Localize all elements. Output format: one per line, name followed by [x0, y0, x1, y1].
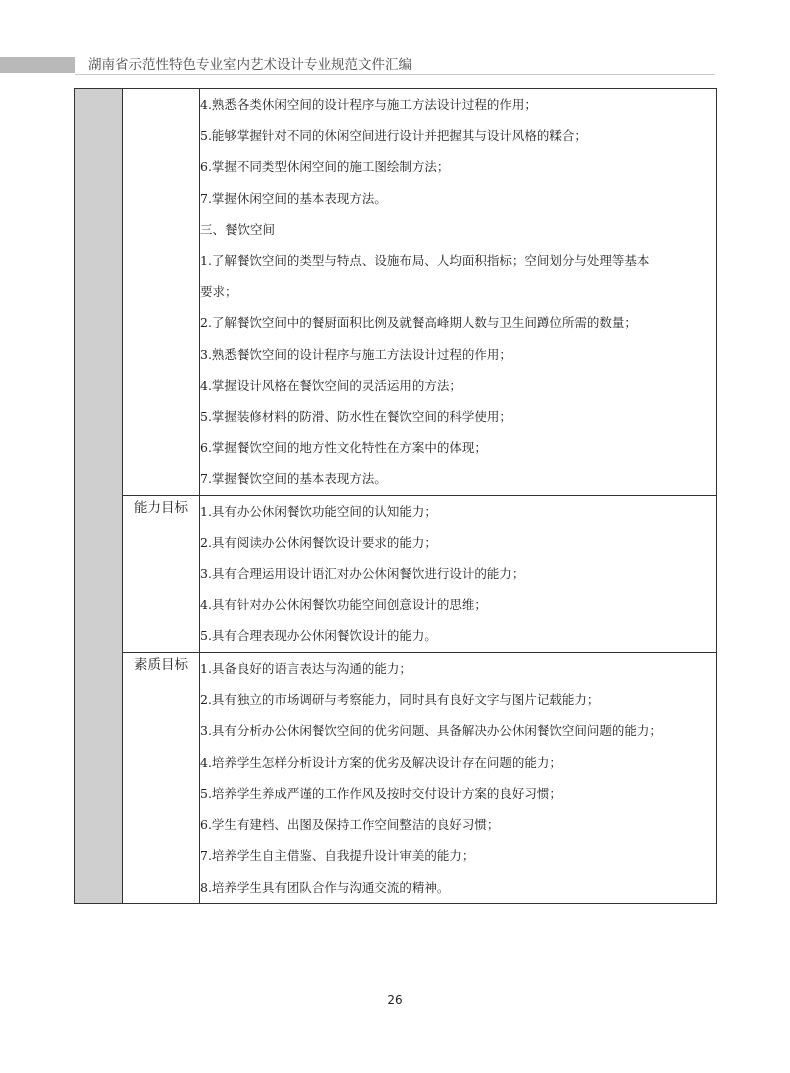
list-item-continuation: 要求；	[200, 284, 238, 300]
row-label-ability-goals: 能力目标	[123, 495, 200, 652]
table-row-knowledge	[75, 89, 717, 496]
list-item: 3.熟悉餐饮空间的设计程序与施工方法设计过程的作用；	[200, 346, 512, 362]
table-row-quality-goals	[75, 652, 717, 903]
row-content-cell	[200, 89, 717, 496]
category-cell	[75, 89, 123, 496]
header-divider	[75, 74, 715, 75]
row-content-cell	[200, 495, 717, 652]
document-header-title: 湖南省示范性特色专业室内艺术设计专业规范文件汇编	[88, 57, 412, 73]
list-item: 7.掌握休闲空间的基本表现方法。	[200, 190, 387, 206]
list-item: 3.具有合理运用设计语汇对办公休闲餐饮进行设计的能力；	[200, 566, 525, 582]
list-item: 4.具有针对办公休闲餐饮功能空间创意设计的思维；	[200, 597, 487, 613]
list-item: 4.掌握设计风格在餐饮空间的灵活运用的方法；	[200, 377, 462, 393]
list-item: 3.具有分析办公休闲餐饮空间的优劣问题、具备解决办公休闲餐饮空间问题的能力；	[200, 723, 662, 739]
section-heading: 三、餐饮空间	[200, 221, 276, 237]
table-row-ability-goals	[75, 495, 717, 652]
list-item: 7.掌握餐饮空间的基本表现方法。	[200, 471, 387, 487]
list-item: 6.掌握不同类型休闲空间的施工图绘制方法；	[200, 159, 450, 175]
list-item: 2.具有独立的市场调研与考察能力，同时具有良好文字与图片记载能力；	[200, 691, 600, 707]
list-item: 8.培养学生具有团队合作与沟通交流的精神。	[200, 879, 450, 895]
list-item: 4.培养学生怎样分析设计方案的优劣及解决设计存在问题的能力；	[200, 754, 562, 770]
row-label-quality-goals: 素质目标	[123, 652, 200, 903]
category-cell	[75, 495, 123, 652]
list-item: 5.具有合理表现办公休闲餐饮设计的能力。	[200, 628, 437, 644]
list-item: 1.具有办公休闲餐饮功能空间的认知能力；	[200, 503, 437, 519]
list-item: 6.掌握餐饮空间的地方性文化特性在方案中的体现；	[200, 440, 487, 456]
list-item: 7.培养学生自主借鉴、自我提升设计审美的能力；	[200, 848, 475, 864]
list-item: 5.培养学生养成严谨的工作作风及按时交付设计方案的良好习惯；	[200, 785, 562, 801]
list-item: 5.掌握装修材料的防滑、防水性在餐饮空间的科学使用；	[200, 409, 512, 425]
list-item: 1.了解餐饮空间的类型与特点、设施布局、人均面积指标；空间划分与处理等基本	[200, 253, 650, 269]
row-content-cell	[200, 652, 717, 903]
list-item: 2.了解餐饮空间中的餐厨面积比例及就餐高峰期人数与卫生间蹲位所需的数量；	[200, 315, 637, 331]
list-item: 4.熟悉各类休闲空间的设计程序与施工方法设计过程的作用；	[200, 97, 537, 112]
page-number: 26	[387, 993, 403, 1007]
row-label-cell	[123, 89, 200, 496]
list-item: 5.能够掌握针对不同的休闲空间进行设计并把握其与设计风格的糅合；	[200, 128, 587, 144]
list-item: 2.具有阅读办公休闲餐饮设计要求的能力；	[200, 534, 437, 550]
list-item: 6.学生有建档、出图及保持工作空间整洁的良好习惯；	[200, 817, 500, 833]
header-decor-bar	[0, 57, 75, 73]
curriculum-table	[74, 88, 717, 904]
category-cell	[75, 652, 123, 903]
list-item: 1.具备良好的语言表达与沟通的能力；	[200, 660, 412, 676]
